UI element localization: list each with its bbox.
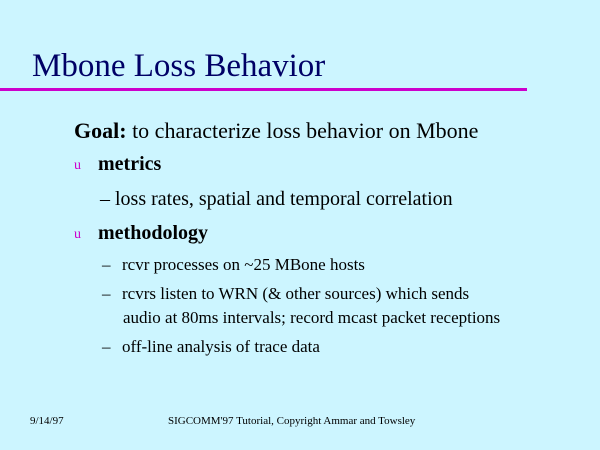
diamond-bullet-icon: u [74,158,81,173]
goal-text: to characterize loss behavior on Mbone [126,118,479,143]
dash-marker: – [102,337,111,356]
bullet-metrics: metrics [98,153,162,175]
methodology-subitem: rcvrs listen to WRN (& other sources) which sends [122,284,470,303]
diamond-bullet-icon: u [74,227,81,242]
title-divider [0,88,527,91]
goal-line [74,117,478,145]
goal-label: Goal: [74,118,127,143]
footer-date: 9/14/97 [30,415,64,427]
slide-title: Mbone Loss Behavior [32,48,326,84]
bullet-methodology: methodology [98,222,208,244]
methodology-subitem: off-line analysis of trace data [122,337,320,356]
methodology-subitem-continuation: audio at 80ms intervals; record mcast packet receptions [123,308,501,327]
dash-marker: – [102,255,111,274]
footer-credit: SIGCOMM'97 Tutorial, Copyright Ammar and Towsley [168,415,416,427]
dash-marker: – [102,284,111,303]
methodology-subitem: rcvr processes on ~25 MBone hosts [122,255,365,274]
metrics-subitem: – loss rates, spatial and temporal correlation [100,188,453,210]
